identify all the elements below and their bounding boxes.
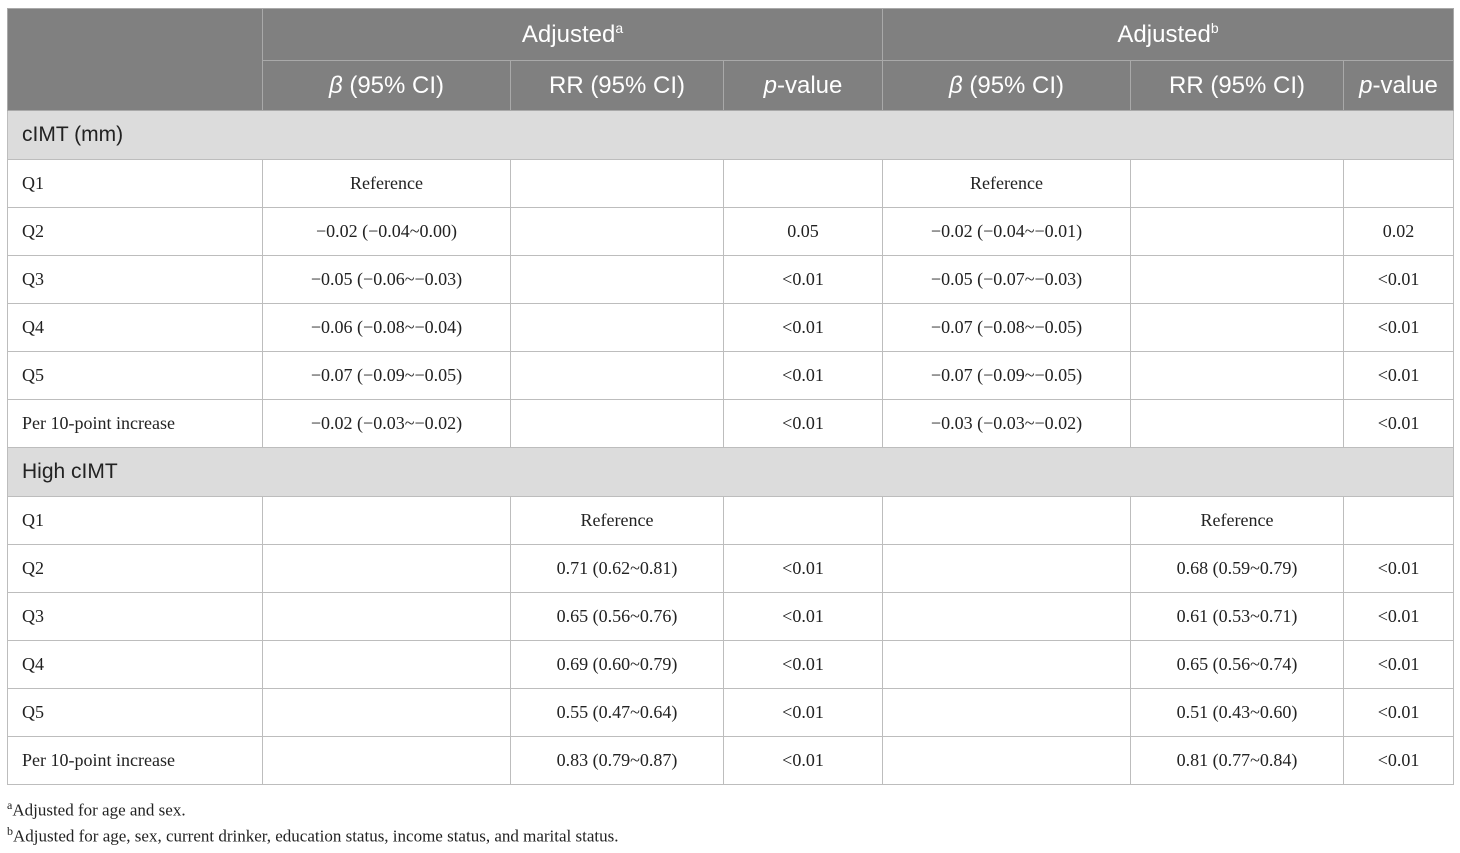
table-cell: −0.05 (−0.07~−0.03)	[883, 256, 1131, 304]
table-row	[8, 160, 1454, 208]
table-row	[8, 545, 1454, 593]
table-cell: 0.71 (0.62~0.81)	[511, 545, 724, 593]
table-cell: <0.01	[724, 641, 883, 689]
header-beta-a: β (95% CI)	[263, 61, 511, 111]
table-cell	[883, 641, 1131, 689]
row-label: Q2	[8, 208, 263, 256]
table-cell: 0.51 (0.43~0.60)	[1131, 689, 1344, 737]
table-cell	[511, 400, 724, 448]
header-group-a: Adjusted$^a$	[263, 9, 883, 61]
table-cell: <0.01	[724, 400, 883, 448]
table-cell: <0.01	[1344, 400, 1454, 448]
table-cell: −0.02 (−0.04~−0.01)	[883, 208, 1131, 256]
header-rr-a: RR (95% CI)	[511, 61, 724, 111]
table-cell: <0.01	[1344, 593, 1454, 641]
table-cell: <0.01	[724, 737, 883, 785]
row-label: Q5	[8, 689, 263, 737]
header-group-b: Adjusted$^b$	[883, 9, 1454, 61]
header-beta-b: β (95% CI)	[883, 61, 1131, 111]
table-row	[8, 689, 1454, 737]
table-cell	[263, 641, 511, 689]
table-cell	[263, 737, 511, 785]
row-label: Q2	[8, 545, 263, 593]
table-cell	[1131, 400, 1344, 448]
table-cell	[1131, 304, 1344, 352]
table-cell: <0.01	[724, 593, 883, 641]
table-cell: Reference	[263, 160, 511, 208]
table-cell	[1131, 160, 1344, 208]
table-cell	[724, 160, 883, 208]
table-cell: <0.01	[724, 689, 883, 737]
table-cell	[883, 689, 1131, 737]
table-row	[8, 256, 1454, 304]
section-title: High cIMT	[8, 448, 1454, 497]
results-table	[7, 8, 1454, 785]
table-cell	[1131, 208, 1344, 256]
table-cell: −0.06 (−0.08~−0.04)	[263, 304, 511, 352]
table-cell: 0.65 (0.56~0.74)	[1131, 641, 1344, 689]
table-body	[8, 111, 1454, 785]
table-cell	[263, 593, 511, 641]
table-cell: −0.05 (−0.06~−0.03)	[263, 256, 511, 304]
row-label: Q3	[8, 256, 263, 304]
table-cell	[511, 304, 724, 352]
row-label: Per 10-point increase	[8, 400, 263, 448]
table-cell: 0.02	[1344, 208, 1454, 256]
table-cell: <0.01	[724, 545, 883, 593]
table-cell	[724, 497, 883, 545]
row-label: Q1	[8, 160, 263, 208]
table-cell: <0.01	[1344, 737, 1454, 785]
header-empty-cell	[8, 9, 263, 111]
table-cell: Reference	[883, 160, 1131, 208]
table-cell	[511, 352, 724, 400]
table-cell: −0.07 (−0.08~−0.05)	[883, 304, 1131, 352]
row-label: Per 10-point increase	[8, 737, 263, 785]
row-label: Q5	[8, 352, 263, 400]
table-cell: −0.03 (−0.03~−0.02)	[883, 400, 1131, 448]
table-cell: 0.65 (0.56~0.76)	[511, 593, 724, 641]
table-cell: 0.05	[724, 208, 883, 256]
table-cell	[883, 737, 1131, 785]
row-label: Q1	[8, 497, 263, 545]
table-row	[8, 352, 1454, 400]
table-cell: −0.07 (−0.09~−0.05)	[263, 352, 511, 400]
table-cell	[883, 593, 1131, 641]
table-cell	[1131, 352, 1344, 400]
table-cell	[511, 208, 724, 256]
table-cell: 0.83 (0.79~0.87)	[511, 737, 724, 785]
table-cell	[883, 497, 1131, 545]
table-row	[8, 208, 1454, 256]
section-title: cIMT (mm)	[8, 111, 1454, 160]
table-cell	[263, 545, 511, 593]
table-cell	[1344, 160, 1454, 208]
table-cell	[263, 497, 511, 545]
table-row	[8, 641, 1454, 689]
table-row	[8, 497, 1454, 545]
table-cell: <0.01	[1344, 641, 1454, 689]
table-cell: <0.01	[1344, 256, 1454, 304]
header-rr-b: RR (95% CI)	[1131, 61, 1344, 111]
table-cell: 0.68 (0.59~0.79)	[1131, 545, 1344, 593]
table-cell: 0.69 (0.60~0.79)	[511, 641, 724, 689]
table-cell: <0.01	[724, 304, 883, 352]
table-cell: Reference	[1131, 497, 1344, 545]
table-cell: <0.01	[1344, 352, 1454, 400]
row-label: Q3	[8, 593, 263, 641]
table-cell: −0.07 (−0.09~−0.05)	[883, 352, 1131, 400]
row-label: Q4	[8, 641, 263, 689]
table-cell	[883, 545, 1131, 593]
table-cell	[263, 689, 511, 737]
table-cell: 0.55 (0.47~0.64)	[511, 689, 724, 737]
table-cell: <0.01	[1344, 545, 1454, 593]
section-header-row	[8, 111, 1454, 160]
table-cell	[511, 256, 724, 304]
table-row	[8, 737, 1454, 785]
table-cell	[1131, 256, 1344, 304]
table-cell: −0.02 (−0.03~−0.02)	[263, 400, 511, 448]
table-cell	[511, 160, 724, 208]
row-label: Q4	[8, 304, 263, 352]
header-row-groups	[8, 9, 1454, 61]
header-p-a: p-value	[724, 61, 883, 111]
section-header-row	[8, 448, 1454, 497]
table-cell: <0.01	[724, 256, 883, 304]
table-cell: 0.81 (0.77~0.84)	[1131, 737, 1344, 785]
header-p-b: p-value	[1344, 61, 1454, 111]
table-cell	[1344, 497, 1454, 545]
table-row	[8, 593, 1454, 641]
table-cell: 0.61 (0.53~0.71)	[1131, 593, 1344, 641]
table-cell: <0.01	[724, 352, 883, 400]
table-cell: −0.02 (−0.04~0.00)	[263, 208, 511, 256]
footnote-b: $^b$Adjusted for age, sex, current drinker, education status, income status, and marital status.	[7, 824, 619, 846]
table-row	[8, 304, 1454, 352]
footnote-a: $^a$Adjusted for age and sex.	[7, 798, 186, 820]
table-row	[8, 400, 1454, 448]
table-cell: <0.01	[1344, 304, 1454, 352]
table-cell: Reference	[511, 497, 724, 545]
table-cell: <0.01	[1344, 689, 1454, 737]
